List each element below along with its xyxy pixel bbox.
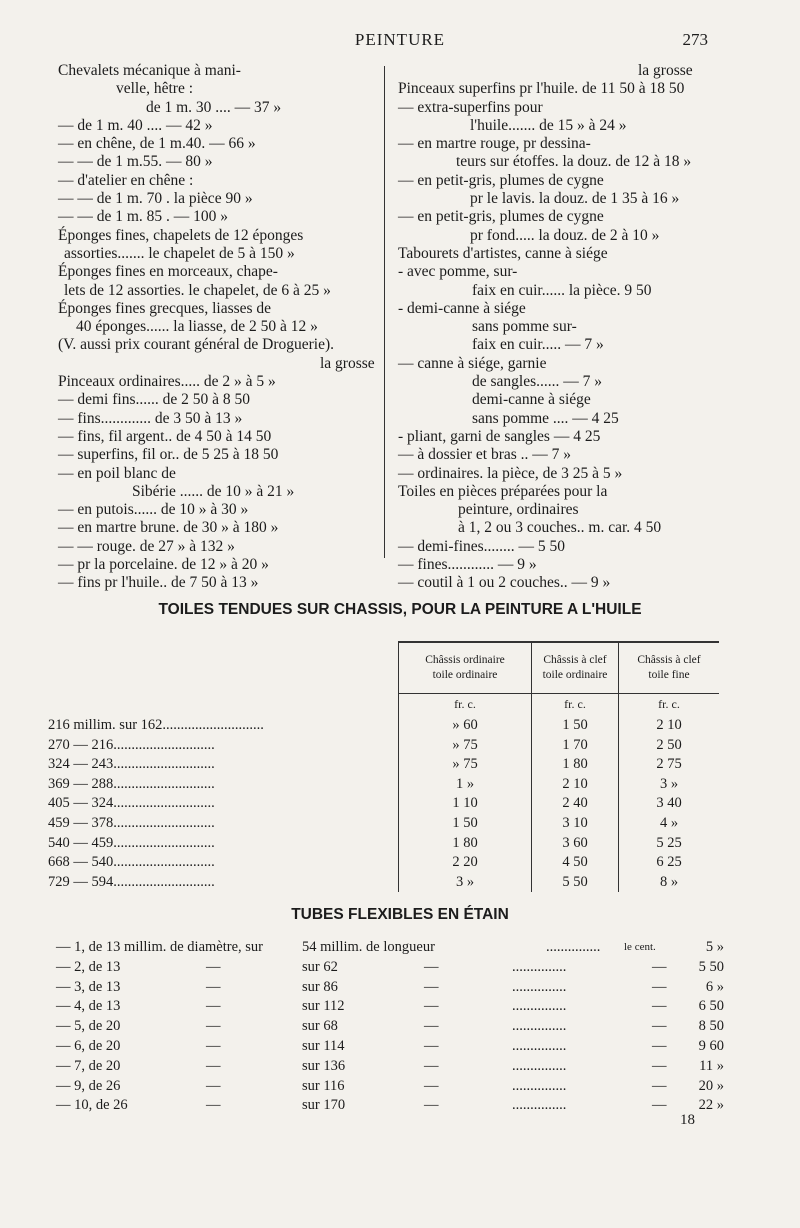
text-line: — — de 1 m. 85 . — 100 » (58, 208, 229, 226)
tube-mid: — (206, 1057, 221, 1074)
text-line: demi-canne à siége (472, 391, 591, 409)
tube-unit: — (652, 1057, 667, 1074)
price-cell: 1 70 (532, 736, 619, 756)
header-col1: Châssis ordinaire toile ordinaire (399, 642, 532, 694)
tube-len: sur 136 (302, 1057, 346, 1074)
price-cell: 4 50 (532, 853, 619, 873)
price-cell: 2 75 (619, 755, 720, 775)
tube-num: — 4, de 13 (56, 998, 121, 1015)
text-line: 40 éponges...... la liasse, de 2 50 à 12 » (76, 318, 318, 336)
text-line: (V. aussi prix courant général de Droguerie). (58, 336, 335, 354)
text-line: — demi-fines........ — 5 50 (398, 537, 566, 555)
price-cell: 4 » (619, 814, 720, 834)
text-line: Pinceaux ordinaires..... de 2 » à 5 » (58, 373, 276, 391)
tube-unit: le cent. (624, 941, 656, 953)
table-row (48, 716, 719, 736)
tube-len: sur 114 (302, 1037, 345, 1054)
tube-price: 6 » (705, 978, 724, 995)
unit-col2: fr. c. (532, 694, 619, 717)
table-row (48, 794, 719, 814)
tube-mid: — (206, 1018, 221, 1035)
tube-len: sur 116 (302, 1077, 345, 1094)
price-cell: 3 10 (532, 814, 619, 834)
text-line: Pinceaux superfins pr l'huile. de 11 50 à 18 50 (398, 80, 685, 98)
text-line: — fines............ — 9 » (398, 556, 537, 574)
price-cell: 2 10 (619, 716, 720, 736)
section-title-toiles: TOILES TENDUES SUR CHASSIS, POUR LA PEINTURE A L'HUILE (158, 601, 642, 618)
running-head: PEINTURE (354, 30, 446, 49)
tube-price: 5 » (705, 939, 724, 955)
text-line: pr le lavis. la douz. de 1 35 à 16 » (470, 190, 680, 208)
table-row (48, 814, 719, 834)
tube-len: sur 62 (302, 958, 338, 975)
price-cell: 1 80 (532, 755, 619, 775)
tube-len: sur 112 (302, 998, 345, 1015)
text-line: — canne à siége, garnie (398, 354, 547, 372)
tube-len: sur 86 (302, 978, 338, 995)
section-title-tubes: TUBES FLEXIBLES EN ÉTAIN (291, 906, 509, 923)
tube-unit: — (652, 1097, 667, 1114)
price-cell: 2 10 (532, 775, 619, 795)
text-line: Éponges fines en morceaux, chape- (58, 263, 278, 281)
tube-num: — 3, de 13 (56, 978, 121, 995)
row-label: 324 — 243............................ (48, 756, 215, 773)
tube-price: 9 60 (698, 1037, 724, 1054)
tube-num: — 6, de 20 (56, 1037, 121, 1054)
text-line: pr fond..... la douz. de 2 à 10 » (470, 226, 660, 244)
price-cell: 1 50 (399, 814, 532, 834)
row-label: 729 — 594............................ (48, 873, 215, 890)
tube-len: 54 millim. de longueur (302, 939, 435, 955)
tube-dots: ............... (512, 1057, 567, 1074)
tube-dots: ............... (512, 1097, 567, 1114)
text-line: — de 1 m. 40 .... — 42 » (58, 116, 213, 134)
unit-col3: fr. c. (619, 694, 720, 717)
price-cell: 5 50 (532, 873, 619, 893)
row-label: 668 — 540............................ (48, 854, 215, 871)
tube-num: — 7, de 20 (56, 1057, 121, 1074)
text-line: à 1, 2 ou 3 couches.. m. car. 4 50 (458, 519, 662, 537)
price-cell: 6 25 (619, 853, 720, 873)
text-line: peinture, ordinaires (458, 501, 579, 519)
tube-price: 20 » (698, 1077, 724, 1094)
text-line: — ordinaires. la pièce, de 3 25 à 5 » (398, 464, 623, 482)
tube-dots: ............... (512, 1018, 567, 1035)
tube-mid: — (206, 1077, 221, 1094)
tube-mid: — (206, 978, 221, 995)
tube-dash: — (424, 978, 439, 995)
page-number: 273 (682, 30, 708, 49)
tube-dash: — (424, 1037, 439, 1054)
text-line: sans pomme .... — 4 25 (472, 409, 619, 427)
table-row (48, 736, 719, 756)
text-line: — — de 1 m.55. — 80 » (58, 153, 213, 171)
tube-price: 5 50 (698, 958, 724, 975)
price-cell: 2 40 (532, 794, 619, 814)
text-line: l'huile....... de 15 » à 24 » (470, 116, 627, 134)
signature-mark: 18 (680, 1112, 695, 1128)
text-line: - avec pomme, sur- (398, 263, 518, 281)
tube-mid: — (206, 1097, 221, 1114)
tube-price: 6 50 (698, 998, 724, 1015)
price-cell: » 75 (399, 736, 532, 756)
price-cell: 1 10 (399, 794, 532, 814)
tube-dash: — (424, 958, 439, 975)
text-line: sans pomme sur- (472, 318, 577, 336)
tube-num: — 9, de 26 (56, 1077, 121, 1094)
header-col2: Châssis à clef toile ordinaire (532, 642, 619, 694)
tube-num: — 10, de 26 (56, 1097, 128, 1114)
tube-mid: — (206, 958, 221, 975)
text-line: — — rouge. de 27 » à 132 » (58, 537, 235, 555)
text-line: Tabourets d'artistes, canne à siége (398, 244, 608, 262)
tube-dash: — (424, 998, 439, 1015)
text-line: velle, hêtre : (116, 80, 194, 98)
text-line: - pliant, garni de sangles — 4 25 (398, 427, 601, 445)
tube-unit: — (652, 998, 667, 1015)
tube-unit: — (652, 1077, 667, 1094)
tube-mid: — (206, 1037, 221, 1054)
tube-dots: ............... (512, 998, 567, 1015)
price-cell: 3 » (619, 775, 720, 795)
text-line: — fins............. de 3 50 à 13 » (58, 409, 243, 427)
price-cell: 1 80 (399, 834, 532, 854)
tube-dots: ............... (512, 1037, 567, 1054)
row-label: 270 — 216............................ (48, 736, 215, 753)
tube-unit: — (652, 1037, 667, 1054)
tube-price: 22 » (698, 1097, 724, 1114)
tube-price: 11 » (699, 1057, 724, 1074)
text-line: Toiles en pièces préparées pour la (398, 482, 608, 500)
tube-dash: — (424, 1077, 439, 1094)
text-line: la grosse (638, 62, 693, 79)
price-cell: 3 60 (532, 834, 619, 854)
text-line: — en martre brune. de 30 » à 180 » (58, 519, 279, 537)
tube-num: — 5, de 20 (56, 1018, 121, 1035)
text-line: assorties....... le chapelet de 5 à 150 » (64, 244, 295, 262)
text-line: — pr la porcelaine. de 12 » à 20 » (58, 556, 269, 574)
tube-unit: — (652, 1018, 667, 1035)
text-line: — superfins, fil or.. de 5 25 à 18 50 (58, 446, 279, 464)
row-label: 216 millim. sur 162............................ (48, 717, 264, 733)
tube-dash: — (424, 1018, 439, 1035)
table-row (48, 755, 719, 775)
table-row (48, 834, 719, 854)
tube-unit: — (652, 958, 667, 975)
text-line: — à dossier et bras .. — 7 » (398, 446, 572, 464)
text-line: — en petit-gris, plumes de cygne (398, 208, 604, 226)
column-divider (384, 66, 385, 558)
text-line: — en petit-gris, plumes de cygne (398, 171, 604, 189)
price-cell: » 60 (399, 716, 532, 736)
row-label: 405 — 324............................ (48, 795, 215, 812)
price-cell: 2 50 (619, 736, 720, 756)
text-line: — demi fins...... de 2 50 à 8 50 (58, 391, 251, 409)
tube-dots: ............... (512, 1077, 567, 1094)
text-line: — en poil blanc de (58, 464, 176, 482)
text-line: Chevalets mécanique à mani- (58, 62, 241, 79)
text-line: — fins pr l'huile.. de 7 50 à 13 » (58, 574, 259, 592)
table-row (48, 775, 719, 795)
toiles-table (48, 641, 719, 892)
text-line: de 1 m. 30 .... — 37 » (146, 98, 282, 116)
row-label: 459 — 378............................ (48, 814, 215, 831)
price-cell: 8 » (619, 873, 720, 893)
text-line: — — de 1 m. 70 . la pièce 90 » (58, 190, 253, 208)
text-line: Éponges fines, chapelets de 12 éponges (58, 226, 304, 244)
text-line: — extra-superfins pour (398, 98, 543, 116)
text-line: faix en cuir..... — 7 » (472, 336, 604, 354)
tube-price: 8 50 (698, 1018, 724, 1035)
price-cell: 3 40 (619, 794, 720, 814)
tube-len: sur 170 (302, 1097, 346, 1114)
tube-num: — 1, de 13 millim. de diamètre, sur (56, 939, 263, 955)
text-line: Sibérie ...... de 10 » à 21 » (132, 482, 295, 500)
text-line: faix en cuir...... la pièce. 9 50 (472, 281, 652, 299)
table-row (48, 853, 719, 873)
right-column (398, 62, 710, 593)
tube-dots: ............... (512, 978, 567, 995)
price-cell: 5 25 (619, 834, 720, 854)
tube-dots: ............... (546, 939, 601, 955)
row-label: 369 — 288............................ (48, 775, 215, 792)
text-line: — coutil à 1 ou 2 couches.. — 9 » (398, 574, 611, 592)
left-column (58, 62, 376, 593)
text-line: — d'atelier en chêne : (58, 171, 194, 189)
text-line: — en chêne, de 1 m.40. — 66 » (58, 135, 256, 153)
header-col3: Châssis à clef toile fine (619, 642, 720, 694)
text-line: de sangles...... — 7 » (472, 373, 603, 391)
tube-len: sur 68 (302, 1018, 338, 1035)
tube-dash: — (424, 1097, 439, 1114)
text-line: teurs sur étoffes. la douz. de 12 à 18 » (456, 153, 692, 171)
price-cell: 2 20 (399, 853, 532, 873)
tube-dash: — (424, 1057, 439, 1074)
tube-dots: ............... (512, 958, 567, 975)
text-line: - demi-canne à siége (398, 299, 526, 317)
text-line: la grosse (320, 354, 375, 372)
row-label: 540 — 459............................ (48, 834, 215, 851)
tube-unit: — (652, 978, 667, 995)
unit-col1: fr. c. (399, 694, 532, 717)
tube-mid: — (206, 998, 221, 1015)
table-row (48, 873, 719, 893)
tube-num: — 2, de 13 (56, 958, 121, 975)
text-line: lets de 12 assorties. le chapelet, de 6 à 25 » (64, 281, 331, 299)
price-cell: 3 » (399, 873, 532, 893)
price-cell: 1 50 (532, 716, 619, 736)
text-line: — en putois...... de 10 » à 30 » (58, 501, 249, 519)
price-cell: 1 » (399, 775, 532, 795)
text-line: — fins, fil argent.. de 4 50 à 14 50 (58, 427, 272, 445)
text-line: — en martre rouge, pr dessina- (398, 135, 591, 153)
text-line: Éponges fines grecques, liasses de (58, 299, 272, 317)
price-cell: » 75 (399, 755, 532, 775)
